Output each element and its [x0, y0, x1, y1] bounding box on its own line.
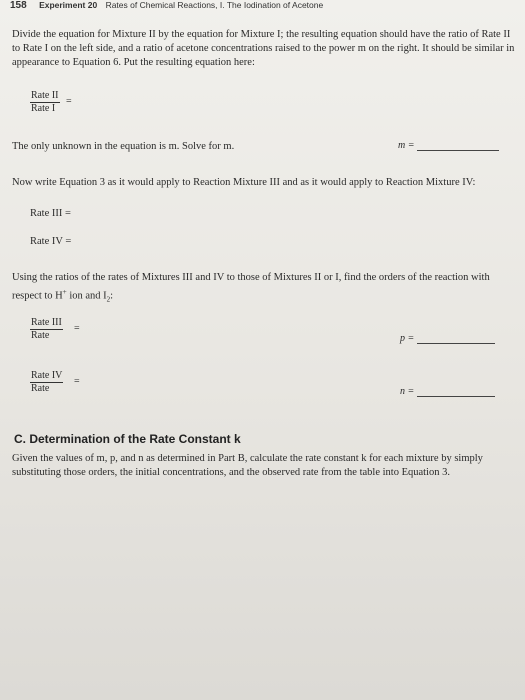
n-answer-row [400, 386, 495, 397]
fraction-denominator: Rate [31, 383, 50, 394]
equals-sign: = [74, 323, 80, 334]
rate-ii-over-rate-i [30, 90, 72, 115]
section-c-heading: C. Determination of the Rate Constant k [14, 432, 241, 446]
intro-paragraph: Divide the equation for Mixture II by the equation for Mixture I; the resulting equation should have the ratio of Rate II to Rate I on the left side, and a ratio of acetone concentrations raised to the power m on the right. It should be similar in appearance to Equation 6. Put the resulting equation here: [12, 29, 515, 68]
orders-text-b: ion and I [66, 290, 107, 302]
iodine-subscript: 2 [106, 295, 111, 304]
orders-text-c: : [110, 290, 114, 302]
fraction-numerator: Rate IV [31, 370, 63, 381]
section-c-paragraph: Given the values of m, p, and n as determined in Part B, calculate the rate constant k for each mixture by simply substituting those orders, the initial concentrations, and the observed rate from the table into Equation 3. [12, 453, 483, 478]
p-answer-row [400, 333, 495, 344]
header-subtitle: Rates of Chemical Reactions, I. The Iodination of Acetone [105, 0, 324, 10]
p-label: p = [400, 333, 415, 344]
rate-iii-label: Rate III = [30, 208, 71, 219]
rate-iv-over-rate [30, 370, 80, 395]
fraction-denominator: Rate I [31, 103, 56, 114]
fraction-numerator: Rate III [31, 317, 62, 328]
rate-iv-label: Rate IV = [30, 236, 72, 247]
fraction-numerator: Rate II [31, 90, 59, 101]
m-answer-blank[interactable] [417, 140, 499, 151]
m-label: m = [398, 140, 415, 151]
equals-sign: = [66, 96, 72, 107]
n-answer-blank[interactable] [417, 386, 495, 397]
equation-3-instruction: Now write Equation 3 as it would apply to Reaction Mixture III and as it would apply to Reaction Mixture IV: [12, 177, 476, 188]
m-answer-row [398, 140, 499, 151]
orders-text-a: Using the ratios of the rates of Mixtures III and IV to those of Mixtures II or I, find the orders of the reaction with respect to H [12, 272, 490, 302]
solve-for-m-text: The only unknown in the equation is m. Solve for m. [12, 141, 235, 152]
h-plus-superscript: + [62, 288, 67, 296]
fraction-denominator: Rate [31, 330, 50, 341]
equals-sign: = [74, 376, 80, 387]
page-number: 158 [10, 0, 27, 11]
orders-instruction [12, 271, 517, 307]
page-header [10, 0, 323, 11]
n-label: n = [400, 386, 415, 397]
experiment-label: Experiment 20 [39, 0, 98, 10]
p-answer-blank[interactable] [417, 333, 495, 344]
rate-iii-over-rate [30, 317, 80, 342]
